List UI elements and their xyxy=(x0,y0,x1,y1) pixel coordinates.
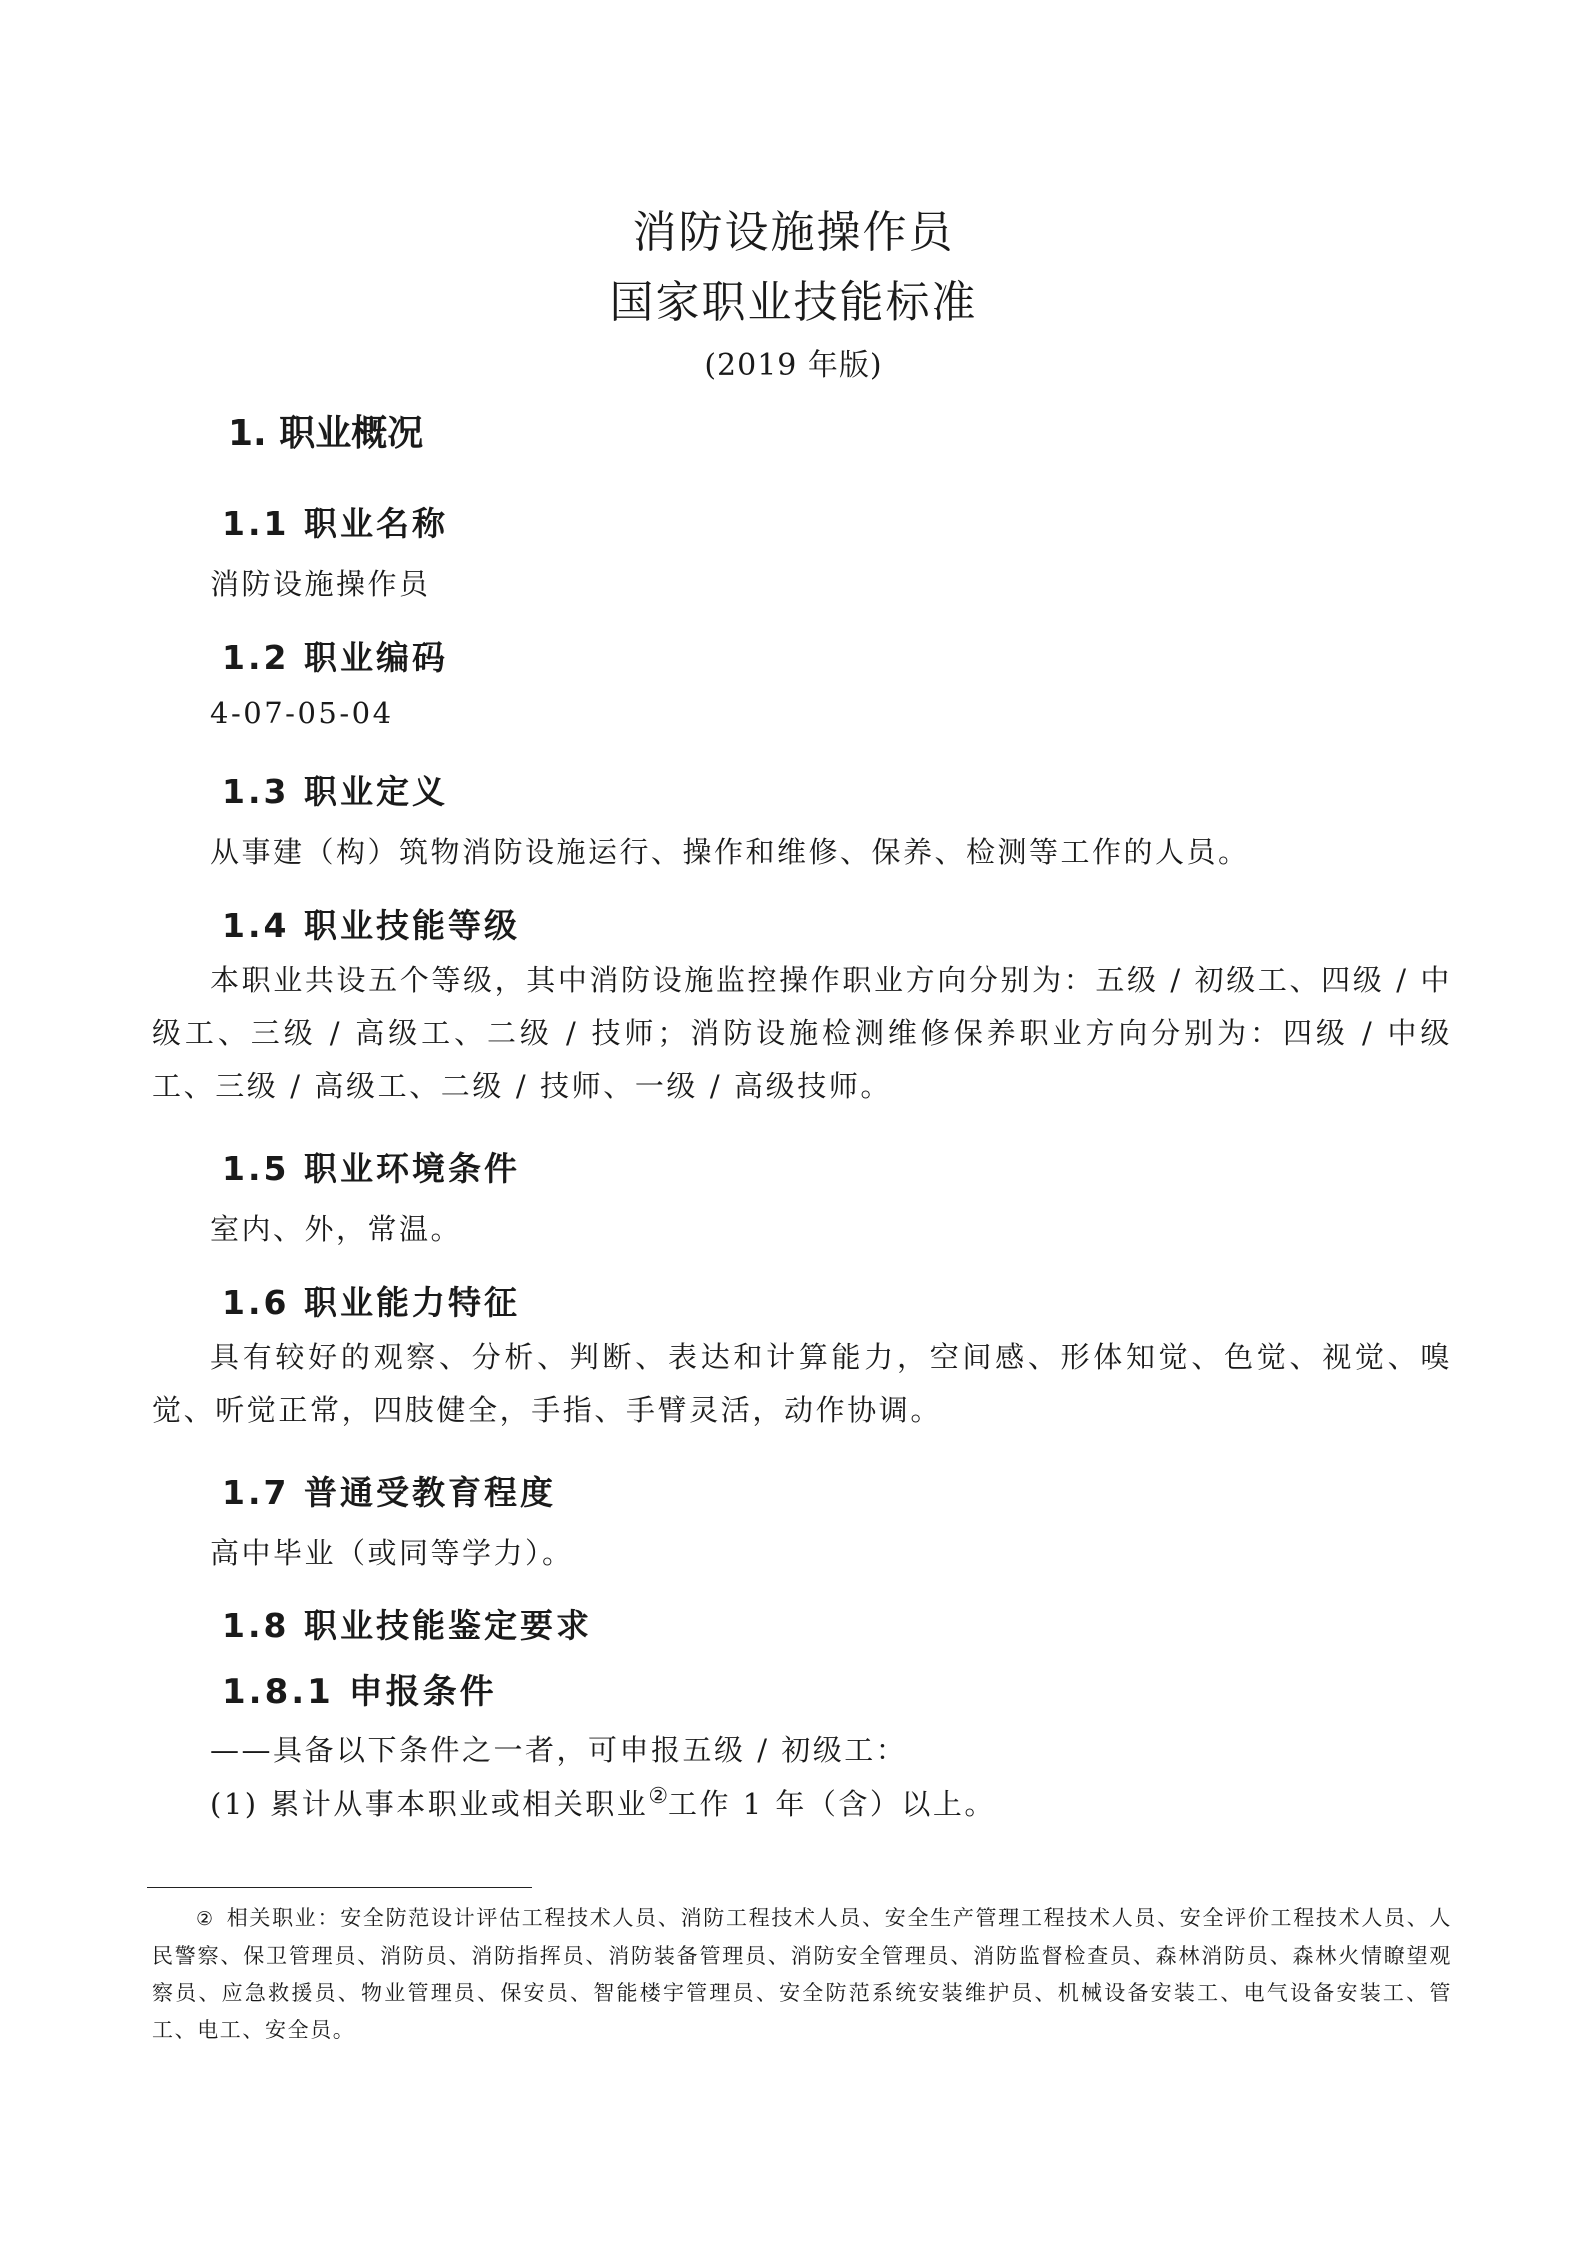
section-1-3-heading: 1.3 职业定义 xyxy=(222,772,448,811)
section-1-heading: 1. 职业概况 xyxy=(228,413,424,454)
environment-conditions: 室内、外，常温。 xyxy=(210,1212,463,1246)
section-1-5-heading: 1.5 职业环境条件 xyxy=(222,1149,520,1188)
occupation-code: 4-07-05-04 xyxy=(210,696,394,730)
document-title-line1: 消防设施操作员 xyxy=(632,207,955,258)
edition-note: (2019 年版) xyxy=(704,348,883,383)
occupation-definition: 从事建（构）筑物消防设施运行、操作和维修、保养、检测等工作的人员。 xyxy=(210,835,1250,869)
condition-1-suffix: 工作 1 年（含）以上。 xyxy=(668,1787,996,1821)
section-1-8-heading: 1.8 职业技能鉴定要求 xyxy=(222,1606,592,1645)
condition-1-prefix: (1) 累计从事本职业或相关职业 xyxy=(210,1787,649,1821)
footnote-divider xyxy=(147,1887,532,1888)
section-1-6-heading: 1.6 职业能力特征 xyxy=(222,1283,520,1322)
footnote-marker: ② xyxy=(196,1908,215,1930)
education-requirement: 高中毕业（或同等学力）。 xyxy=(210,1536,574,1570)
footnote xyxy=(152,1900,1452,2049)
section-1-7-heading: 1.7 普通受教育程度 xyxy=(222,1473,556,1512)
section-1-8-1-heading: 1.8.1 申报条件 xyxy=(222,1672,497,1712)
footnote-text: 相关职业：安全防范设计评估工程技术人员、消防工程技术人员、安全生产管理工程技术人员、安全评价工程技术人员、人民警察、保卫管理员、消防员、消防指挥员、消防装备管理员、消防安全管理员、消防监督检查员、森林消防员、森林火情瞭望观察员、应急救援员、物业管理员、保安员、智能楼宇管理员、安全防范系统安装维护员、机械设备安装工、电气设备安装工、管工、电工、安全员。 xyxy=(152,1906,1452,2042)
section-1-4-heading: 1.4 职业技能等级 xyxy=(222,906,520,945)
application-condition-intro: ——具备以下条件之一者，可申报五级 / 初级工： xyxy=(210,1733,908,1767)
application-condition-1 xyxy=(210,1782,996,1823)
section-1-2-heading: 1.2 职业编码 xyxy=(222,638,448,677)
section-1-1-heading: 1.1 职业名称 xyxy=(222,504,448,543)
ability-characteristics-paragraph: 具有较好的观察、分析、判断、表达和计算能力，空间感、形体知觉、色觉、视觉、嗅觉、听觉正常，四肢健全，手指、手臂灵活，动作协调。 xyxy=(152,1340,1452,1427)
skill-levels-paragraph: 本职业共设五个等级，其中消防设施监控操作职业方向分别为：五级 / 初级工、四级 / 中级工、三级 / 高级工、二级 / 技师；消防设施检测维修保养职业方向分别为：四级 / 中级工、三级 / 高级工、二级 / 技师、一级 / 高级技师。 xyxy=(152,963,1452,1103)
occupation-name: 消防设施操作员 xyxy=(210,567,431,601)
document-title-line2: 国家职业技能标准 xyxy=(609,277,978,328)
footnote-reference[interactable]: ② xyxy=(648,1784,669,1809)
